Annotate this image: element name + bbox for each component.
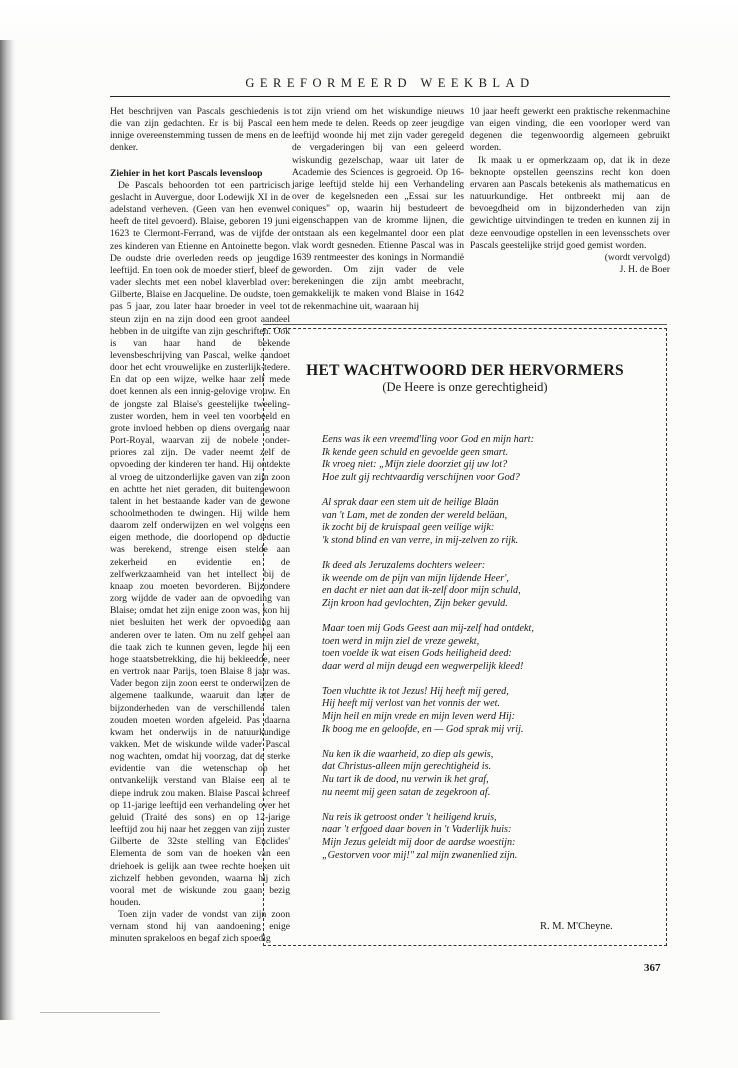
column-3-paragraph-2: Ik maak u er opmerkzaam op, dat ik in deze beknopte opstellen geenszins recht kon doen ervaren aan Pascals betekenis als mathematicus en natuurkundige. Het ontbreekt mij aan de bevoegdheid om in bijzonderheden van zijn gewichtige uitvindingen te treden en kunnen zij in deze eenvoudige opstellen in een levensschets over Pascals geestelijke strijd goed gemist worden. bbox=[470, 154, 670, 251]
poem-line: Ik boog me en geloofde, en — God sprak mij vrij. bbox=[322, 723, 524, 735]
poem-line: Mijn heil en mijn vrede en mijn leven werd Hij: bbox=[322, 711, 516, 723]
column-3 bbox=[470, 106, 670, 276]
page-number: 367 bbox=[644, 962, 661, 974]
poem-line: Maar toen mij Gods Geest aan mij-zelf had ontdekt, bbox=[322, 622, 534, 634]
column-2-paragraph: tot zijn vriend om het wiskundige nieuws hem mede te delen. Reeds op zeer jeugdige leeftijd woonde hij met zijn vader geregeld de vergaderingen bij van een geleerd wiskundig gezelschap, waar uit later de Academie des Sciences is gegroeid. Op 16-jarige leeftijd stelde hij een Verhandeling over de kegelsneden een „Essai sur les coniques" op, waarin hij bestudeert de eigenschappen van de kromme lijnen, die ontstaan als een kegelmantel door een plat vlak wordt gesneden. Etienne Pascal was in 1639 rentmeester des konings in Normandië geworden. Om zijn vader de vele berekeningen die zijn ambt meebracht, gemakkelijk te maken vond Blaise in 1642 de rekenmachine uit, waaraan hij bbox=[292, 106, 464, 312]
poem-line: 'k stond blind en van verre, in mij-zelven zo rijk. bbox=[322, 534, 519, 546]
poem-line: toen voelde ik wat eisen Gods heiligheid deed: bbox=[322, 648, 512, 660]
poem-line: Nu reis ik getroost onder 't heiligend kruis, bbox=[322, 811, 497, 823]
poem-line: van 't Lam, met de zonden der wereld beläan, bbox=[322, 509, 508, 521]
poem-line: Hij heeft mij verlost van het vonnis der wet. bbox=[322, 698, 500, 710]
poem-line: Hoe zult gij rechtvaardig verschijnen voor God? bbox=[322, 471, 520, 483]
poem-line: toen werd in mijn ziel de vreze gewekt, bbox=[322, 635, 480, 647]
poem-line: naar 't erfgoed daar boven in 't Vaderlijk huis: bbox=[322, 824, 512, 836]
poem-stanza bbox=[322, 749, 642, 799]
poem-line: ik weende om de pijn van mijn lijdende Heer', bbox=[322, 572, 509, 584]
poem-line: ik zocht bij de kruispaal geen veilige wijk: bbox=[322, 522, 495, 534]
author-signature: J. H. de Boer bbox=[619, 264, 670, 276]
section-subheading: Ziehier in het kort Pascals levensloop bbox=[110, 167, 263, 179]
poem-author: R. M. M'Cheyne. bbox=[540, 921, 613, 932]
continued-note: (wordt vervolgd) bbox=[604, 251, 670, 263]
poem-line: Ik kende geen schuld en gevoelde geen smart. bbox=[322, 446, 509, 458]
poem-line: Al sprak daar een stem uit de heilige Blaän bbox=[322, 496, 499, 508]
poem-body bbox=[322, 434, 642, 875]
poem-line: Zijn kroon had gevlochten, Zijn beker gevuld. bbox=[322, 597, 508, 609]
footer-mark bbox=[40, 1012, 160, 1013]
poem-title: HET WACHTWOORD DER HERVORMERS bbox=[306, 362, 624, 379]
running-header: GEREFORMEERD WEEKBLAD bbox=[245, 76, 535, 90]
closing-paragraph: Toen zijn vader de vondst van zijn zoon vernam stond hij van aandoening enige minuten sprakeloos en begaf zich spoedig bbox=[110, 909, 290, 945]
poem-line: „Gestorven voor mij!" zal mijn zwanenlied zijn. bbox=[322, 849, 518, 861]
poem-line: Ik vroeg niet: „Mijn ziele doorziet gij uw lot? bbox=[322, 459, 508, 471]
poem-line: Nu ken ik die waarheid, zo diep als gewis, bbox=[322, 748, 494, 760]
poem-line: nu neemt mij geen satan de zegekroon af. bbox=[322, 786, 491, 798]
poem-line: Mijn Jezus geleidt mij door de aardse woestijn: bbox=[322, 837, 516, 848]
poem-line: daar werd al mijn deugd een wegwerpelijk kleed! bbox=[322, 660, 524, 672]
poem-line: dat Christus-alleen mijn gerechtigheid is. bbox=[322, 761, 492, 773]
poem-stanza bbox=[322, 686, 642, 736]
poem-line: Nu tart ik de dood, nu verwin ik het graf, bbox=[322, 774, 489, 786]
poem-stanza bbox=[322, 434, 642, 484]
header-rule bbox=[110, 96, 670, 97]
column-3-paragraph: 10 jaar heeft gewerkt een praktische rekenmachine van eigen vinding, die een voorloper werd van degenen die tegenwoordig algemeen gebruikt worden. bbox=[470, 106, 670, 154]
poem-subtitle: (De Heere is onze gerechtigheid) bbox=[382, 380, 548, 394]
poem-stanza bbox=[322, 812, 642, 862]
poem-line: Eens was ik een vreemd'ling voor God en mijn hart: bbox=[322, 434, 535, 445]
column-2 bbox=[292, 106, 464, 313]
poem-box-top-rule bbox=[263, 324, 667, 325]
intro-paragraph: Het beschrijven van Pascals geschiedenis is die van zijn gedachten. Er is bij Pascal een innige overeenstemming tussen de mens en de denker. bbox=[110, 106, 290, 154]
scan-binding-edge bbox=[0, 40, 16, 1020]
scan-top-edge bbox=[0, 0, 738, 40]
poem-stanza bbox=[322, 623, 642, 673]
poem-line: en dacht er niet aan dat ik-zelf door mijn schuld, bbox=[322, 585, 521, 597]
poem-line: Toen vluchtte ik tot Jezus! Hij heeft mij gered, bbox=[322, 685, 509, 697]
biography-paragraph: De Pascals behoorden tot een partricisch geslacht in Auvergue, door Lodewijk XI in de adelstand verheven. (Geen van hen evenwel heeft de titel gevoerd). Blaise, geboren 19 juni 1623 te Clermont-Ferrand, was de vijfde der zes kinderen van Etienne en Antoinette begon. De oudste drie overleden reeds op jeugdige leeftijd. En toen ook de moeder stierf, bleef de vader slechts met een nobel klaverblad over: Gilberte, Blaise en Jacqueline. De oudste, toen pas 5 jaar, zou later haar broeder in veel tot steun zijn en na zijn dood een groot aandeel hebben in de uitgifte van zijn geschriften. Ook is van haar hand de bekende levensbeschrijving van Pascal, welke aandoet door het echt vrouwelijke en zusterlijk-tedere. En dat op een wijze, welke haar zelf mede doet kennen als een innig-gelovige vrouw. En de jongste zal Blaise's geestelijke tweeling-zuster worden, hem in veel ten voorbeeld en grote invloed hebben op diens overgang naar Port-Royal, waarvan zij de nobele onder-priores zal zijn. De vader neemt zelf de opvoeding der kinderen ter hand. Hij ontdekte al vroeg de uitzonderlijke gaven van zijn zoon en achtte het niet geraden, dit buitengewoon talent in het bestaande kader van de gewone schoolmethoden te dwingen. Hij wilde hem daarom zelf onderwijzen en wel volgens een eigen methode, die doorlopend op deductie was berekend, strenge eisen stelde aan zekerheid en evidentie en de zelfwerkzaamheid van het intellect bij de knaap zou moeten bevorderen. Bijzondere zorg wijdde de vader aan de opvoeding van Blaise; omdat het zijn enige zoon was, kon hij niet besluiten het werk der opvoeding aan anderen over te laten. Om nu zelf geheel aan die taak zich te kunnen geven, legde hij een hoge staatsbetrekking, die hij bekleedde, neer en vertrok naar Parijs, toen Blaise 8 jaar was. Vader begon zijn zoon eerst te onderwijzen de algemene taalkunde, waaruit dan later de bijzonderheden van de verschillende talen zouden moeten worden afgeleid. Pas daarna kwam het onderwijs in de natuurkundige vakken. Met de wiskunde wilde vader Pascal nog wachten, omdat hij voorzag, dat de sterke evidentie van die wetenschap op het ontvankelijk verstand van Blaise een al te diepe indruk zou maken. Blaise Pascal schreef op 11-jarige leeftijd een verhandeling over het geluid (Traité des sons) en op 12-jarige leeftijd zou hij naar het zeggen van zijn zuster Gilberte de 32ste stelling van Euclides' Elementa de som van de hoeken van een driehoek is gelijk aan twee rechte hoeken uit zichzelf hebben gevonden, waarna hij zich vooral met de wiskunde zou gaan bezig houden. bbox=[110, 179, 290, 908]
poem-stanza bbox=[322, 497, 642, 547]
poem-line: Ik deed als Jeruzalems dochters weleer: bbox=[322, 559, 486, 571]
poem-stanza bbox=[322, 560, 642, 610]
